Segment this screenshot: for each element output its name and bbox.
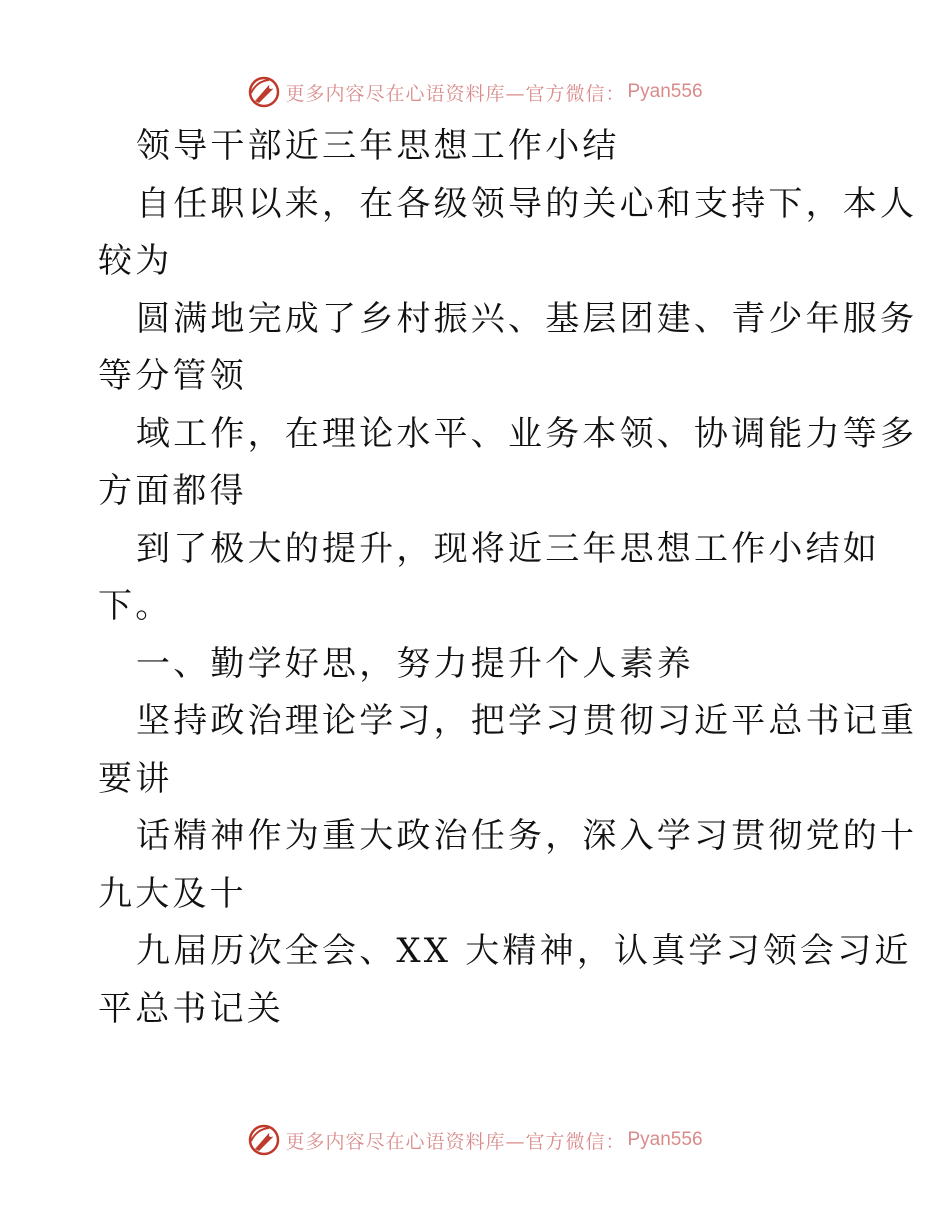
text-line: 到了极大的提升，现将近三年思想工作小结如 [136,528,880,569]
text-line: 平总书记关 [98,988,284,1029]
header-banner [0,72,950,112]
text-line: 九届历次全会、XX 大精神，认真学习领会习近 [136,931,912,971]
text-line: 九大及十 [98,873,247,914]
document-title: 领导干部近三年思想工作小结 [136,126,620,166]
footer-banner [0,1120,950,1160]
banner-text: 更多内容尽在心语资料库—官方微信： [285,82,626,105]
text-line: 自任职以来，在各级领导的关心和支持下，本人 [136,183,918,224]
text-line: 较为 [98,241,173,281]
text-line: 话精神作为重大政治任务，深入学习贯彻党的十 [136,816,918,856]
text-line: 要讲 [98,758,173,799]
banner-text: 更多内容尽在心语资料库—官方微信： [285,1130,626,1153]
text-line: 等分管领 [98,356,247,396]
text-line: 坚持政治理论学习，把学习贯彻习近平总书记重 [136,701,918,741]
pen-nib-seal-icon [247,75,281,109]
banner-wechat-id: Pyan556 [627,1129,703,1150]
banner-wechat-id: Pyan556 [627,81,703,102]
text-line: 圆满地完成了乡村振兴、基层团建、青少年服务 [136,298,918,339]
text-line: 域工作，在理论水平、业务本领、协调能力等多 [136,413,918,454]
pen-nib-seal-icon [247,1123,281,1157]
document-body [98,118,918,1038]
text-line: 下。 [98,586,173,626]
text-line: 方面都得 [98,471,247,511]
section-heading: 一、勤学好思，努力提升个人素养 [136,643,694,684]
